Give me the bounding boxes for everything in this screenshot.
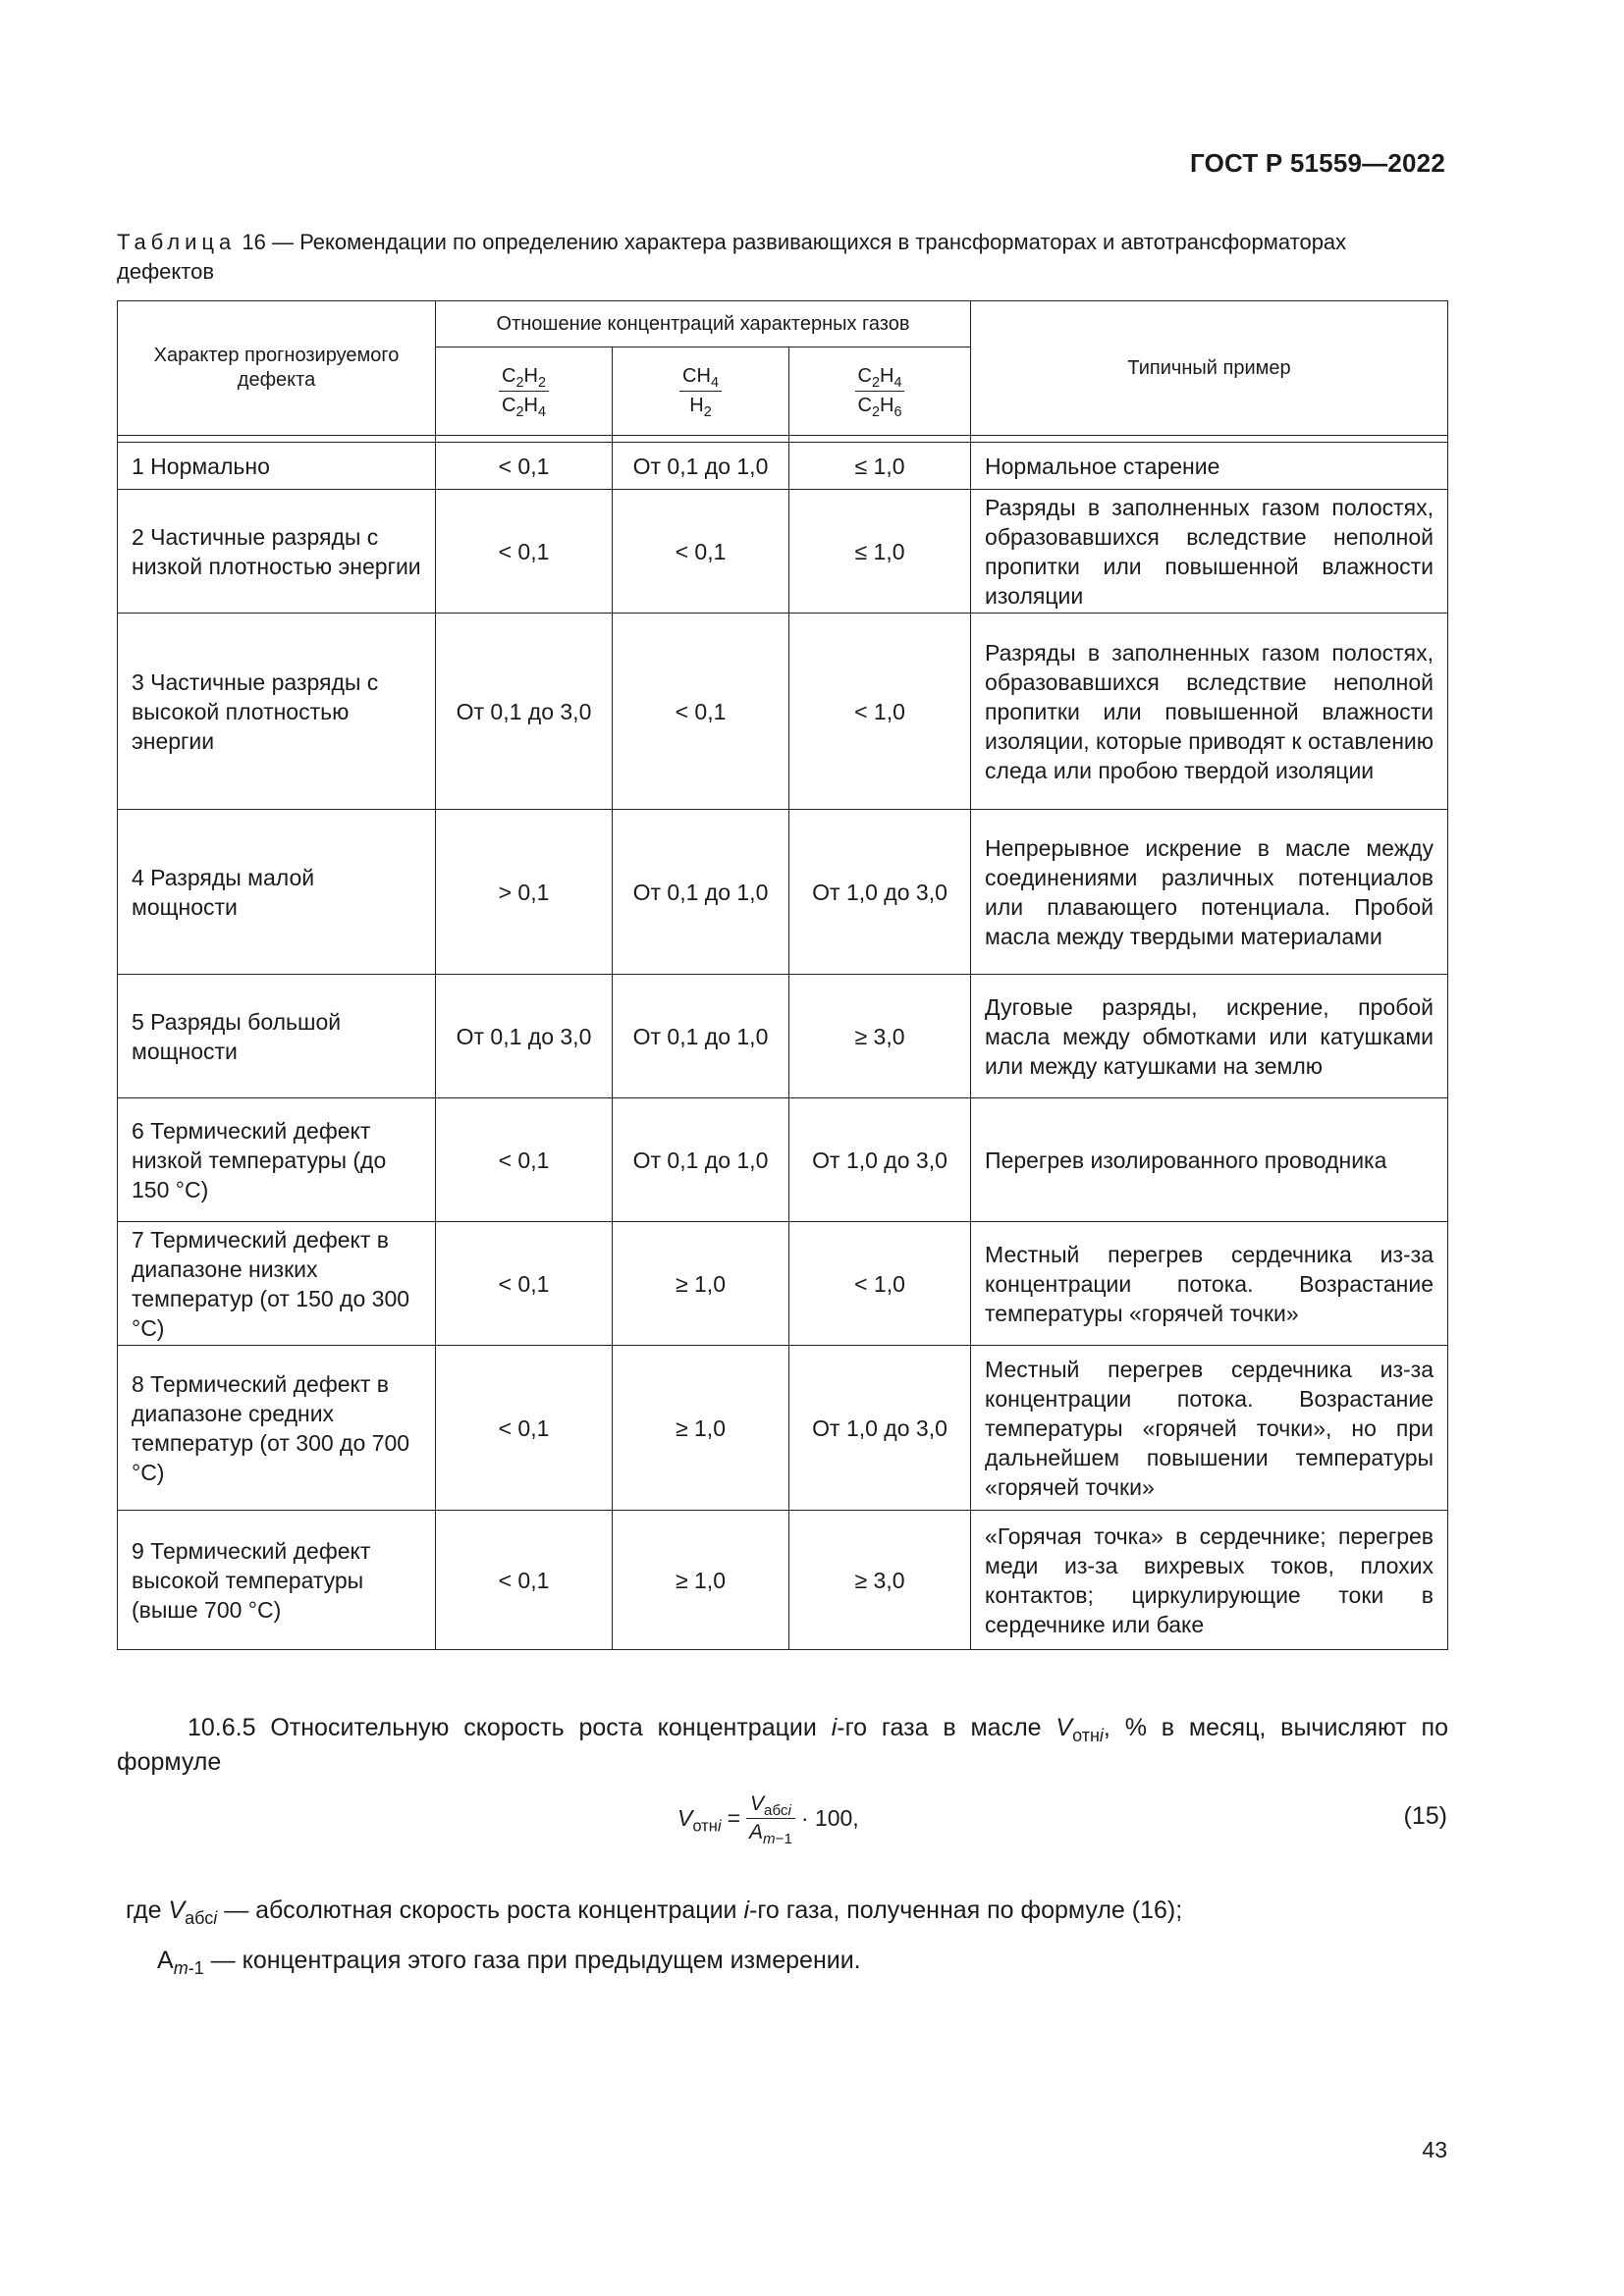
cell-example: Дуговые разряды, искрение, пробой масла между обмотками или катушками или между катушками на землю xyxy=(971,975,1448,1098)
divider-cell xyxy=(436,436,613,443)
ratio-num-sub2: 4 xyxy=(710,375,719,391)
ratio-fraction xyxy=(679,364,722,418)
where-v-sub-i: i xyxy=(213,1908,218,1928)
cell-ratio-ch4-h2: < 0,1 xyxy=(613,614,789,810)
cell-ratio-ch4-h2: ≥ 1,0 xyxy=(613,1511,789,1650)
divider-cell xyxy=(118,436,436,443)
cell-character: 9 Термический дефект высокой температуры (выше 700 °C) xyxy=(118,1511,436,1650)
cell-example: Разряды в заполненных газом полостях, образовавшихся вследствие неполной пропитки или повышенной влажности изоляции xyxy=(971,490,1448,614)
cell-ratio-c2h2-c2h4: < 0,1 xyxy=(436,1346,613,1511)
ratio-num-mid: H xyxy=(523,365,538,387)
cell-ratio-ch4-h2: От 0,1 до 1,0 xyxy=(613,975,789,1098)
table-caption xyxy=(117,228,1448,287)
paragraph-text-start: 10.6.5 Относительную скорость роста концентрации xyxy=(188,1714,832,1741)
where-text-3: — концентрация этого газа при предыдущем измерении. xyxy=(203,1947,861,1974)
formula-den-sub: m xyxy=(763,1831,776,1848)
ratio-numerator xyxy=(499,364,549,392)
cell-ratio-c2h4-c2h6: ≥ 3,0 xyxy=(789,975,971,1098)
ratio-den-mid: H xyxy=(689,395,704,416)
cell-ratio-c2h4-c2h6: ≤ 1,0 xyxy=(789,490,971,614)
divider-cell xyxy=(971,436,1448,443)
table-row xyxy=(118,614,1448,810)
paragraph-sub-i: i xyxy=(1099,1726,1104,1745)
ratio-den-base: C xyxy=(502,395,516,416)
where-v-sub: абс xyxy=(185,1908,214,1928)
where-italic-i: i xyxy=(743,1896,750,1924)
header-ratio-group: Отношение концентраций характерных газов xyxy=(436,301,971,347)
ratio-num-sub2: 4 xyxy=(893,375,902,391)
formula-den-sub-tail: −1 xyxy=(775,1831,792,1848)
cell-example: Местный перегрев сердечника из-за концентрации потока. Возрастание температуры «горячей точки», но при дальнейшем повышении температуры «горячей точки» xyxy=(971,1346,1448,1511)
ratio-den-base: C xyxy=(857,395,872,416)
where-a-sub: m xyxy=(173,1958,189,1978)
cell-example: Местный перегрев сердечника из-за концентрации потока. Возрастание температуры «горячей точки» xyxy=(971,1222,1448,1346)
header-ratio-1 xyxy=(436,347,613,436)
header-ratio-3 xyxy=(789,347,971,436)
ratio-num-mid: H xyxy=(880,365,894,387)
table-row xyxy=(118,1222,1448,1346)
ratio-numerator xyxy=(855,364,905,392)
table-row xyxy=(118,1098,1448,1222)
formula-numerator xyxy=(746,1792,795,1819)
formula-num-sub: абс xyxy=(764,1802,788,1820)
formula-num-sub-i: i xyxy=(787,1802,791,1820)
cell-ratio-c2h4-c2h6: < 1,0 xyxy=(789,614,971,810)
table-caption-text: 16 — Рекомендации по определению характера развивающихся в трансформаторах и автотрансформаторах дефектов xyxy=(117,230,1347,284)
ratio-numerator xyxy=(679,364,722,392)
cell-example: Нормальное старение xyxy=(971,443,1448,490)
cell-ratio-c2h4-c2h6: ≤ 1,0 xyxy=(789,443,971,490)
page-number: 43 xyxy=(1422,2137,1447,2163)
cell-ratio-ch4-h2: < 0,1 xyxy=(613,490,789,614)
paragraph-italic-i: i xyxy=(831,1714,838,1741)
ratio-den-sub2: 6 xyxy=(893,404,902,420)
cell-ratio-c2h4-c2h6: < 1,0 xyxy=(789,1222,971,1346)
where-line-2 xyxy=(157,1947,861,1978)
paragraph-text-mid: -го газа в масле xyxy=(837,1714,1056,1741)
cell-ratio-c2h4-c2h6: От 1,0 до 3,0 xyxy=(789,1346,971,1511)
paragraph-symbol-v: V xyxy=(1056,1714,1073,1741)
ratio-den-mid: H xyxy=(523,395,538,416)
header-ratio-2 xyxy=(613,347,789,436)
formula-lhs-sub: отн xyxy=(692,1816,718,1836)
paragraph-sub: отн xyxy=(1072,1726,1100,1745)
cell-ratio-c2h2-c2h4: От 0,1 до 3,0 xyxy=(436,975,613,1098)
divider-cell xyxy=(613,436,789,443)
cell-character: 8 Термический дефект в диапазоне средних температур (от 300 до 700 °C) xyxy=(118,1346,436,1511)
ratio-fraction xyxy=(855,364,905,418)
header-divider xyxy=(118,436,1448,443)
ratio-den-sub2: 4 xyxy=(537,404,546,420)
ratio-num-sub1: 2 xyxy=(515,375,524,391)
cell-ratio-c2h2-c2h4: От 0,1 до 3,0 xyxy=(436,614,613,810)
formula-number: (15) xyxy=(1403,1802,1447,1830)
formula-lhs xyxy=(677,1805,722,1836)
cell-ratio-c2h2-c2h4: < 0,1 xyxy=(436,1098,613,1222)
ratio-num-mid: CH xyxy=(682,365,711,387)
divider-cell xyxy=(789,436,971,443)
ratio-denominator xyxy=(499,392,549,418)
formula-15 xyxy=(677,1792,859,1848)
ratio-den-sub1: 2 xyxy=(872,404,881,420)
ratio-num-sub1: 2 xyxy=(872,375,881,391)
cell-character: 6 Термический дефект низкой температуры (до 150 °C) xyxy=(118,1098,436,1222)
formula-lhs-v: V xyxy=(677,1805,693,1831)
ratio-den-sub1: 2 xyxy=(515,404,524,420)
cell-ratio-c2h2-c2h4: < 0,1 xyxy=(436,490,613,614)
cell-character: 1 Нормально xyxy=(118,443,436,490)
document-code: ГОСТ Р 51559—2022 xyxy=(1190,148,1445,178)
formula-num-v: V xyxy=(750,1792,765,1815)
cell-example: Разряды в заполненных газом полостях, образовавшихся вследствие неполной пропитки или повышенной влажности изоляции, которые приводят к оставлению следа или пробою твердой изоляции xyxy=(971,614,1448,810)
ratio-fraction xyxy=(499,364,549,418)
formula-fraction xyxy=(746,1792,795,1848)
paragraph-10-6-5 xyxy=(117,1711,1448,1780)
where-a: А xyxy=(157,1947,174,1974)
table-row xyxy=(118,1346,1448,1511)
cell-character: 2 Частичные разряды с низкой плотностью энергии xyxy=(118,490,436,614)
formula-den-a: A xyxy=(749,1821,764,1843)
cell-ratio-c2h4-c2h6: От 1,0 до 3,0 xyxy=(789,1098,971,1222)
table-row xyxy=(118,490,1448,614)
where-line-1 xyxy=(126,1896,1183,1928)
defect-table xyxy=(117,300,1448,1650)
cell-character: 3 Частичные разряды с высокой плотностью энергии xyxy=(118,614,436,810)
cell-ratio-c2h2-c2h4: < 0,1 xyxy=(436,1511,613,1650)
header-character: Характер прогнозируемого дефекта xyxy=(118,301,436,436)
cell-example: «Горячая точка» в сердечнике; перегрев меди из-за вихревых токов, плохих контактов; циркулирующие токи в сердечнике или баке xyxy=(971,1511,1448,1650)
paragraph-text-end: , % в месяц, вычисляют по формуле xyxy=(117,1714,1448,1776)
where-v: V xyxy=(168,1896,186,1924)
cell-ratio-c2h4-c2h6: ≥ 3,0 xyxy=(789,1511,971,1650)
formula-equals: = xyxy=(727,1805,741,1831)
cell-ratio-ch4-h2: От 0,1 до 1,0 xyxy=(613,443,789,490)
cell-ratio-c2h2-c2h4: < 0,1 xyxy=(436,1222,613,1346)
cell-character: 4 Разряды малой мощности xyxy=(118,810,436,975)
ratio-num-base: C xyxy=(857,365,872,387)
ratio-denominator xyxy=(855,392,905,418)
where-text-1: — абсолютная скорость роста концентрации xyxy=(217,1896,744,1924)
ratio-num-base: C xyxy=(502,365,516,387)
where-a-sub-tail: -1 xyxy=(188,1958,204,1978)
cell-ratio-ch4-h2: ≥ 1,0 xyxy=(613,1222,789,1346)
ratio-denominator xyxy=(679,392,722,418)
cell-ratio-c2h2-c2h4: < 0,1 xyxy=(436,443,613,490)
table-row xyxy=(118,975,1448,1098)
formula-denominator xyxy=(746,1819,795,1848)
cell-character: 7 Термический дефект в диапазоне низких температур (от 150 до 300 °C) xyxy=(118,1222,436,1346)
formula-lhs-sub-i: i xyxy=(717,1816,722,1836)
table-row xyxy=(118,443,1448,490)
ratio-den-mid: H xyxy=(880,395,894,416)
formula-tail: · 100, xyxy=(800,1805,859,1831)
cell-example: Непрерывное искрение в масле между соединениями различных потенциалов или плавающего потенциала. Пробой масла между твердыми материалами xyxy=(971,810,1448,975)
ratio-num-sub2: 2 xyxy=(537,375,546,391)
cell-ratio-ch4-h2: ≥ 1,0 xyxy=(613,1346,789,1511)
cell-ratio-c2h2-c2h4: > 0,1 xyxy=(436,810,613,975)
table-caption-label: Таблица xyxy=(117,230,237,254)
cell-character: 5 Разряды большой мощности xyxy=(118,975,436,1098)
where-pre: где xyxy=(126,1896,169,1924)
ratio-den-sub2: 2 xyxy=(703,404,712,420)
cell-ratio-ch4-h2: От 0,1 до 1,0 xyxy=(613,810,789,975)
table-row xyxy=(118,1511,1448,1650)
cell-ratio-ch4-h2: От 0,1 до 1,0 xyxy=(613,1098,789,1222)
cell-ratio-c2h4-c2h6: От 1,0 до 3,0 xyxy=(789,810,971,975)
table-row xyxy=(118,810,1448,975)
header-example: Типичный пример xyxy=(971,301,1448,436)
cell-example: Перегрев изолированного проводника xyxy=(971,1098,1448,1222)
where-text-2: -го газа, полученная по формуле (16); xyxy=(749,1896,1183,1924)
